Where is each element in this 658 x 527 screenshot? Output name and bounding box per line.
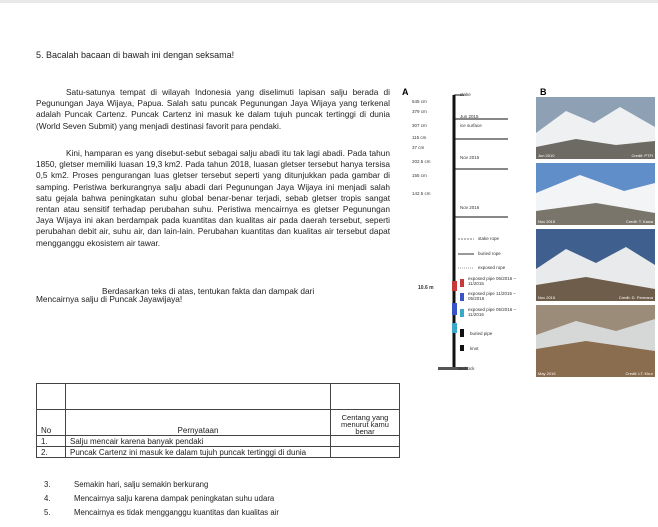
scale-142: 142.5 cm (412, 191, 431, 196)
nov-2015-label: Nov 2015 (460, 155, 480, 160)
glacier-figure (398, 83, 656, 379)
buried-pipe-legend (460, 329, 464, 337)
jun-2015-label: Jun 2015 (460, 114, 479, 119)
exposed-pipe-red-legend (460, 279, 464, 287)
caption-c-credit: Credit: T. Kawa (625, 219, 653, 224)
row-no: 2. (37, 447, 66, 458)
col-header-check: Centang yang menurut kamu benar (331, 410, 400, 436)
row-no: 1. (37, 436, 66, 447)
panel-b-label: B (540, 87, 547, 97)
row-text: Salju mencair karena banyak pendaki (66, 436, 331, 447)
legend-exposed-pipe-2: exposed pipe 11/2015 – 05/2016 (468, 291, 516, 301)
nov-2016-label: Nov 2016 (460, 205, 480, 210)
reading-paragraph-2 (36, 148, 390, 249)
row-text: Puncak Cartenz ini masuk ke dalam tujuh puncak tertinggi di dunia (66, 447, 331, 458)
scale-202: 202.5 cm (412, 159, 431, 164)
scale-545: 545 cm (412, 99, 427, 104)
row-text: Mencairnya salju karena dampak peningkatan suhu udara (74, 494, 275, 503)
col-header-statement: Pernyataan (66, 410, 331, 436)
caption-e-credit: Credit: LT. Kirur (625, 371, 653, 376)
scale-379: 379 cm (412, 109, 427, 114)
statement-table (36, 383, 400, 458)
exposed-pipe-blue-legend (460, 293, 464, 301)
table-row (37, 447, 400, 458)
caption-e-date: May 2016 (538, 371, 556, 376)
legend-exposed-pipe-1: exposed pipe 06/2016 – 11/2015 (468, 276, 517, 286)
scale-37: 37 cm (412, 145, 425, 150)
col-header-no: No (37, 410, 66, 436)
caption-d-credit: Credit: D. Permana (618, 295, 653, 300)
caption-b-date: Jun 2010 (538, 153, 555, 158)
panel-a-label: A (402, 87, 409, 97)
exposed-pipe-cyan-legend (460, 309, 464, 317)
legend-stake-rope: stake rope (478, 236, 500, 241)
caption-d-date: Nov 2015 (538, 295, 556, 300)
paragraph-2-text: Kini, hamparan es yang disebut-sebut sebagai salju abadi itu tak lagi abadi. Pada tahun 1850, gletser memiliki luasan 19,3 km2. Pada tahun 2018, luasan gletser tersebut hanya tersisa 0,5 km2. Proses pengurangan luas gletser tersebut seperti yang ditunjukkan pada gambar di samping. Peristiwa berkurangnya salju abadi dari Pegunungan Jaya Wijaya ini menjadi salah satu gejala bahwa peningkatan suhu global benar-benar terjadi, sebab gletser tropis sangat rentan atau sensitif terhadap perubahan suhu. Peristiwa mencairnya es gletser Pegunungan Jaya Wijaya ini akan berdampak pada kuantitas dan kualitas air pada daerah tersebut, seperti perubahan debit air, suhu air, dan lain-lain. Perubahan kuantitas dan kualitas air tersebut dapat mengganggu ekosistem air tawar. (36, 148, 390, 248)
legend-exposed-pipe-3: exposed pipe 05/2016 – 11/2016 (468, 307, 517, 317)
question-title: 5. Bacalah bacaan di bawah ini dengan seksama! (36, 50, 235, 60)
caption-c-date: Nov 2015 (538, 219, 556, 224)
legend-buried-pipe: buried pipe (470, 331, 493, 336)
list-item (36, 480, 208, 489)
row-no: 3. (44, 480, 51, 489)
row-checkbox[interactable] (331, 447, 400, 458)
scale-10m: 10.6 m (418, 285, 434, 291)
ice-surface-label: ice surface (460, 123, 482, 128)
legend-exposed-rope: exposed rope (478, 265, 506, 270)
photo-e (536, 305, 655, 377)
caption-b-credit: Credit: PTFI (631, 153, 653, 158)
scale-307: 307 cm (412, 123, 427, 128)
row-text: Mencairnya es tidak mengganggu kuantitas dan kualitas air (74, 508, 280, 517)
list-item (36, 508, 279, 517)
photo-c (536, 163, 655, 225)
reading-paragraph-1 (36, 87, 390, 132)
knot-legend (460, 345, 464, 351)
row-checkbox[interactable] (331, 436, 400, 447)
row-no: 5. (44, 508, 51, 517)
photo-b (536, 97, 655, 159)
legend-buried-rope: buried rope (478, 251, 501, 256)
row-no: 4. (44, 494, 51, 503)
instruction-line-2: Mencairnya salju di Puncak Jayawijaya! (36, 294, 183, 304)
scale-155: 155 cm (412, 173, 427, 178)
top-border (0, 0, 658, 3)
photo-d (536, 229, 655, 301)
row-text: Semakin hari, salju semakin berkurang (74, 480, 209, 489)
instruction (36, 287, 416, 303)
stake-label: stake (460, 92, 471, 97)
list-item (36, 494, 274, 503)
paragraph-1-text: Satu-satunya tempat di wilayah Indonesia yang diselimuti lapisan salju berada di Pegunungan Jaya Wijaya, Papua. Salah satu puncak Pegunungan Jaya Wijaya yang terkenal adalah Puncak Cartenz. Puncak Cartenz ini masuk ke dalam tujuh puncak tertinggi di dunia (World Seven Submit) yang menjadi destinasi favorit para pendaki. (36, 87, 390, 131)
legend-knot: knot (470, 346, 479, 351)
instruction-line-1: Berdasarkan teks di atas, tentukan fakta dan dampak dari (102, 286, 315, 296)
scale-115: 115 cm (412, 135, 427, 140)
legend-bedrock: Bedrock (458, 366, 475, 371)
table-row (37, 436, 400, 447)
